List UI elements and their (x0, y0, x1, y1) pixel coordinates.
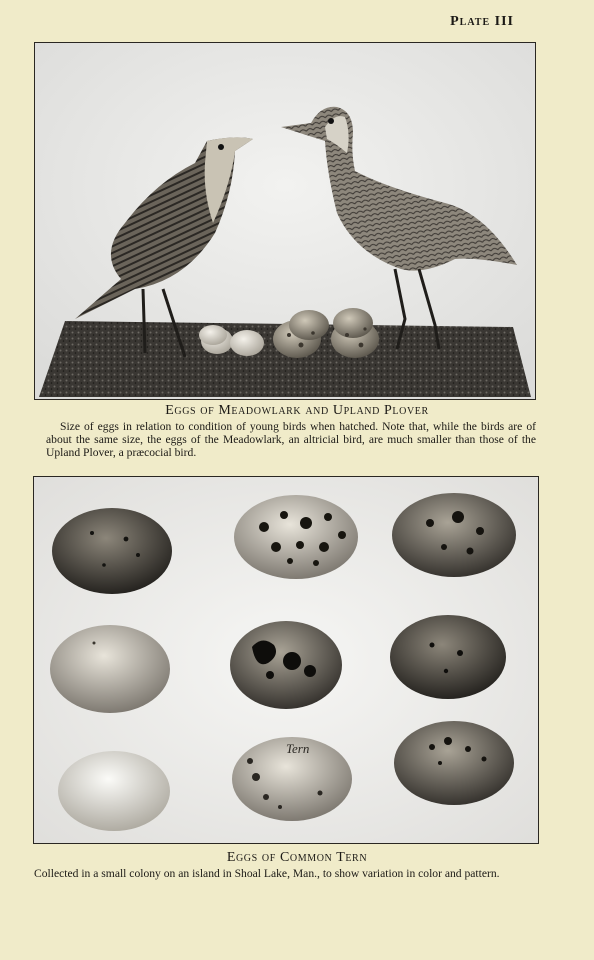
tern-egg-2 (234, 495, 358, 579)
tern-egg-3 (392, 493, 516, 577)
tern-egg-1 (52, 508, 172, 594)
figure1-caption: Size of eggs in relation to condition of young birds when hatched. Note that, while the birds are of about the same size, the eggs of the Meadowlark, an altricial bird, are much smaller than those of the Upland Plover, a præcocial bird. (46, 420, 536, 459)
tern-egg-8 (232, 737, 352, 821)
tern-egg-6 (390, 615, 506, 699)
plate-number: Plate III (450, 14, 514, 29)
tern-egg-7 (58, 751, 170, 831)
tern-egg-9 (394, 721, 514, 805)
tern-eggs-photo (33, 476, 539, 844)
figure1-title: Eggs of Meadowlark and Upland Plover (165, 403, 429, 418)
figure2-caption: Collected in a small colony on an island in Shoal Lake, Man., to show variation in color and pattern. (34, 867, 500, 880)
egg-handwriting: Tern (286, 741, 310, 756)
tern-egg-4 (50, 625, 170, 713)
figure2-title: Eggs of Common Tern (226, 850, 368, 865)
meadowlark-plover-photo (34, 42, 536, 400)
tern-egg-5 (230, 621, 342, 709)
